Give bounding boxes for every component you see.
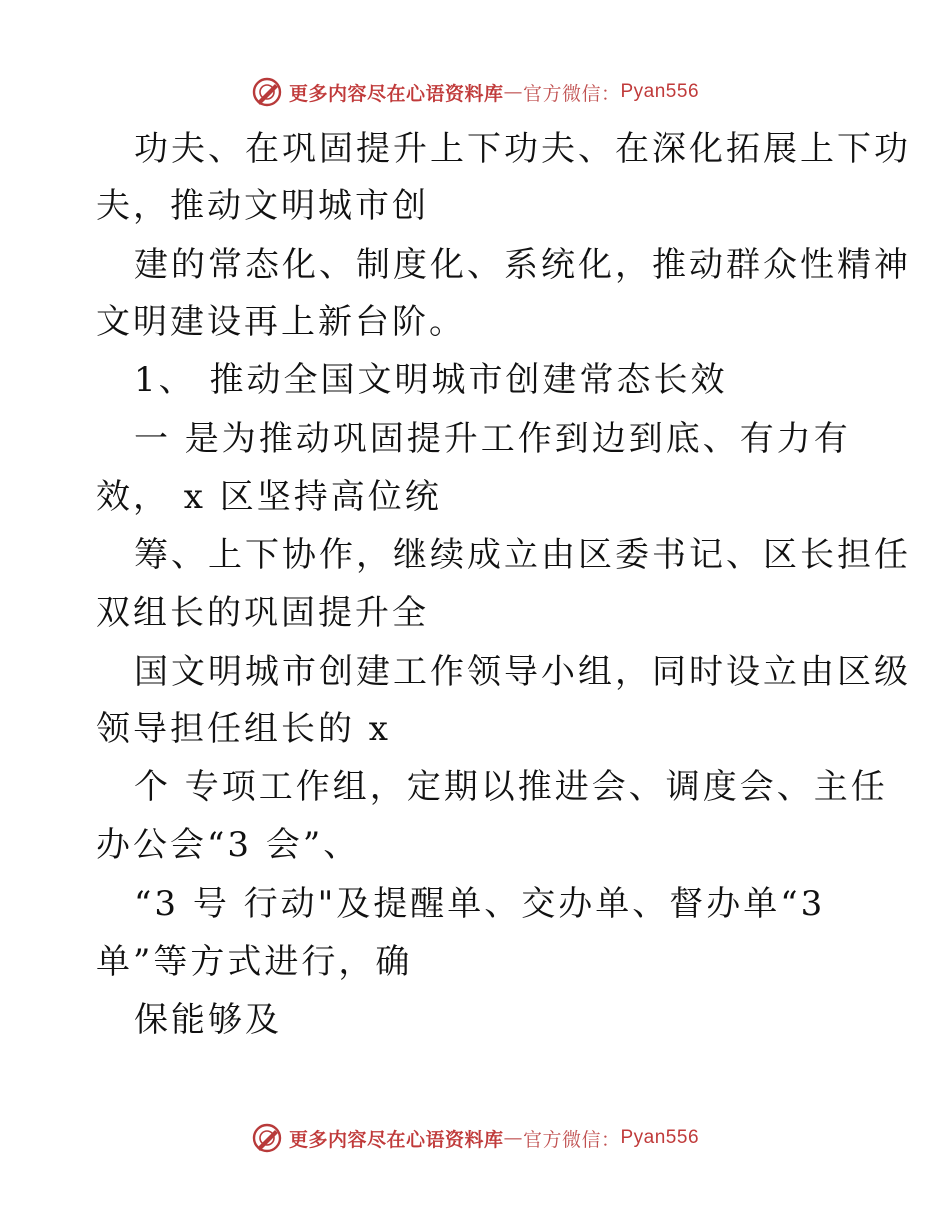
banner-wechat-label: 官方微信： xyxy=(522,1128,621,1151)
body-line: 单”等方式进行，确 xyxy=(96,942,413,982)
header-banner xyxy=(0,72,950,112)
banner-wechat-id: Pyan556 xyxy=(620,81,700,102)
body-line: “3 号 行动"及提醒单、交办单、督办单“3 xyxy=(134,884,826,924)
body-line: 双组长的巩固提升全 xyxy=(96,593,429,633)
pen-logo-icon xyxy=(251,1122,283,1154)
banner-separator: — xyxy=(503,1127,523,1149)
body-line: 一 是为推动巩固提升工作到边到底、有力有 xyxy=(134,419,851,459)
body-line: 办公会“3 会”、 xyxy=(96,825,361,865)
body-line: 领导担任组长的 x xyxy=(96,709,391,749)
banner-wechat-id: Pyan556 xyxy=(620,1127,700,1148)
body-line: 保能够及 xyxy=(134,1000,282,1040)
pen-logo-icon xyxy=(251,76,283,108)
body-line: 夫，推动文明城市创 xyxy=(96,186,429,226)
banner-title: 更多内容尽在心语资料库 xyxy=(288,1128,504,1151)
body-line: 筹、上下协作，继续成立由区委书记、区长担任 xyxy=(134,535,911,575)
body-line: 效， x 区坚持高位统 xyxy=(96,477,442,517)
body-line: 功夫、在巩固提升上下功夫、在深化拓展上下功 xyxy=(134,129,911,169)
banner-wechat-label: 官方微信： xyxy=(522,82,621,105)
banner-title: 更多内容尽在心语资料库 xyxy=(288,82,504,105)
body-line: 个 专项工作组，定期以推进会、调度会、主任 xyxy=(134,767,888,807)
body-line: 建的常态化、制度化、系统化，推动群众性精神 xyxy=(134,245,911,285)
body-line: 文明建设再上新台阶。 xyxy=(96,302,466,342)
banner-separator: — xyxy=(503,81,523,103)
footer-banner xyxy=(0,1118,950,1158)
body-line: 1、 推动全国文明城市创建常态长效 xyxy=(134,360,728,400)
body-line: 国文明城市创建工作领导小组，同时设立由区级 xyxy=(134,652,911,692)
